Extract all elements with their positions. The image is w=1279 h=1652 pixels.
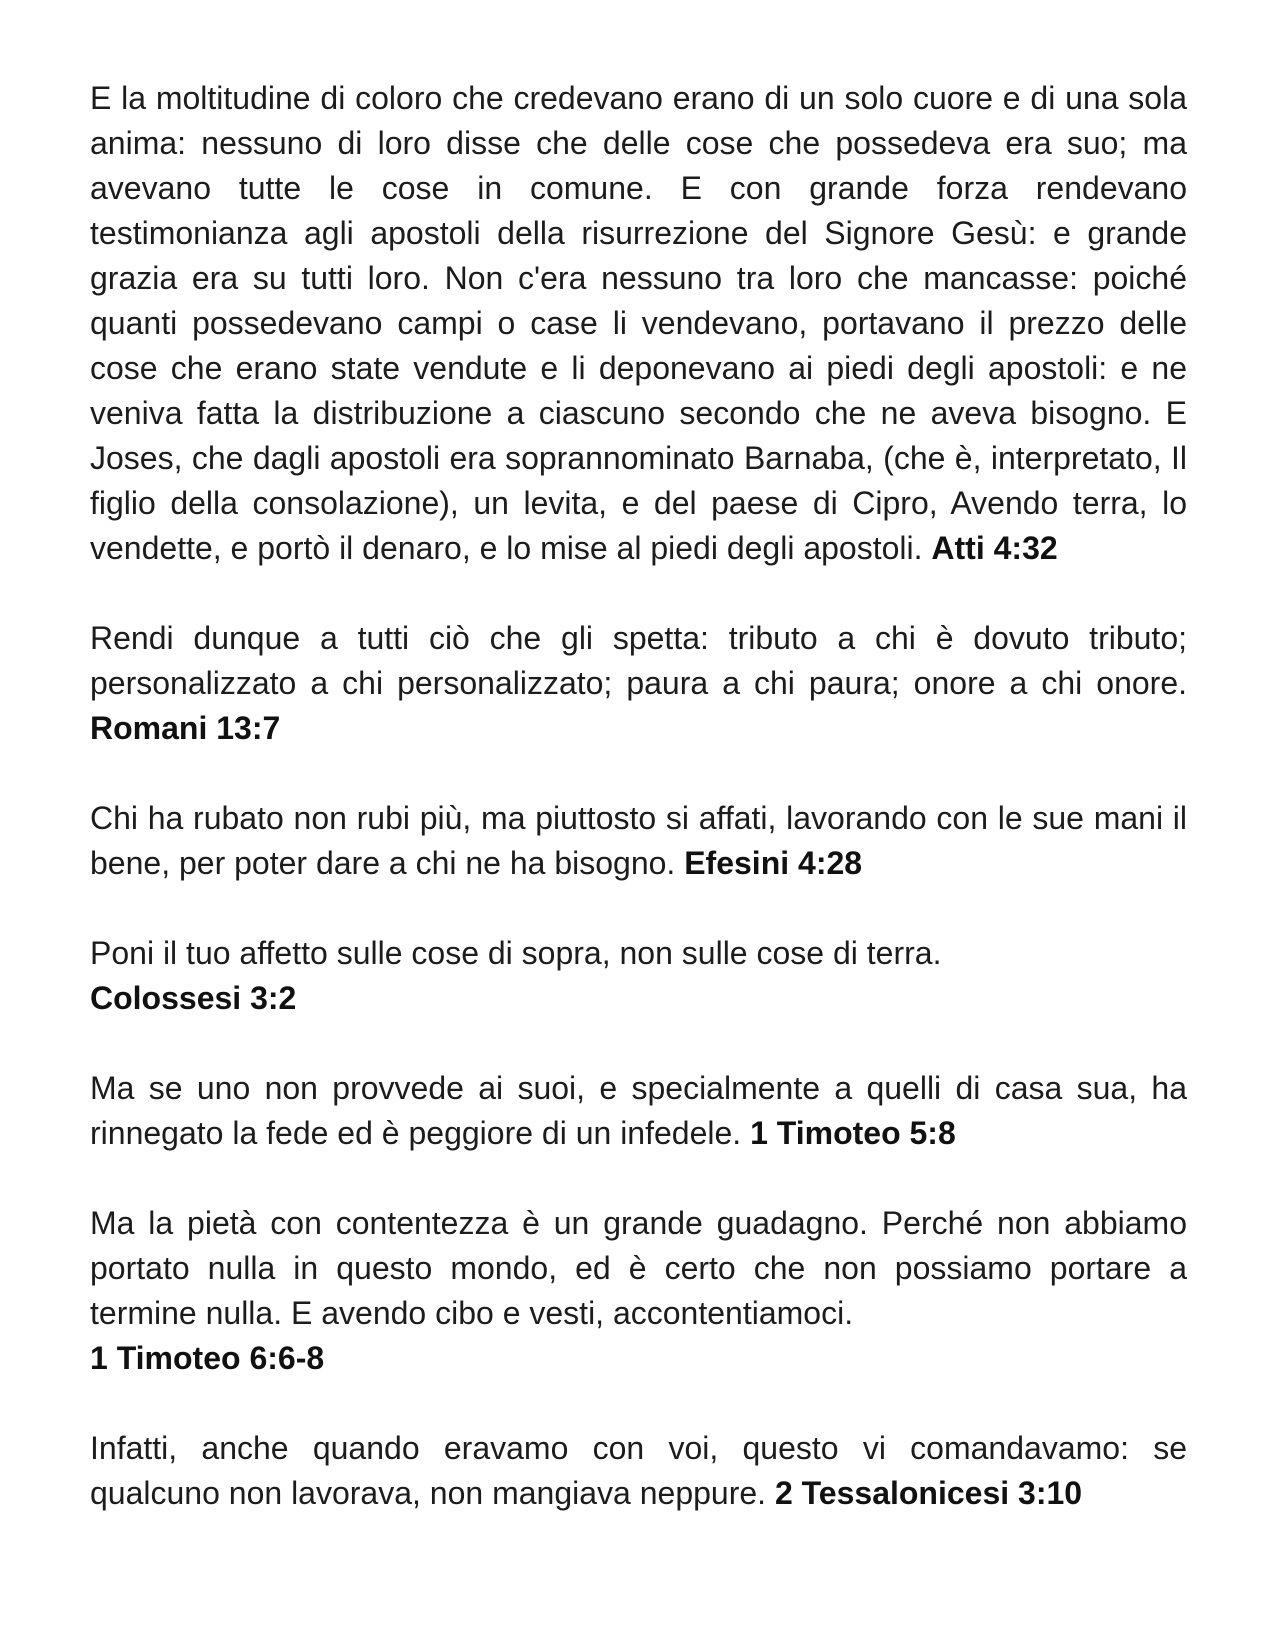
verse-reference: Efesini 4:28 <box>684 845 863 881</box>
passage-text: Rendi dunque a tutti ciò che gli spetta: tributo a chi è dovuto tributo; personalizzato a chi personalizzato; paura a chi paura; onore a chi onore. <box>90 620 1187 701</box>
passage-1-timoteo-5 <box>90 1066 1187 1156</box>
passage-efesini <box>90 796 1187 886</box>
passage-text: Infatti, anche quando eravamo con voi, questo vi comandavamo: se qualcuno non lavorava, non mangiava neppure. <box>90 1430 1187 1511</box>
verse-reference: 1 Timoteo 5:8 <box>750 1115 956 1151</box>
passage-1-timoteo-6 <box>90 1201 1187 1381</box>
passage-colossesi <box>90 931 1187 1021</box>
passage-text: Ma la pietà con contentezza è un grande guadagno. Perché non abbiamo portato nulla in questo mondo, ed è certo che non possiamo portare a termine nulla. E avendo cibo e vesti, accontentiamoci. <box>90 1205 1187 1331</box>
passage-2-tessalonicesi <box>90 1426 1187 1516</box>
verse-reference: Romani 13:7 <box>90 710 281 746</box>
verse-reference: Atti 4:32 <box>931 530 1058 566</box>
verse-reference: 2 Tessalonicesi 3:10 <box>774 1475 1083 1511</box>
scripture-page <box>90 76 1187 1561</box>
passage-text: Chi ha rubato non rubi più, ma piuttosto si affati, lavorando con le sue mani il bene, per poter dare a chi ne ha bisogno. <box>90 800 1187 881</box>
passage-text: Poni il tuo affetto sulle cose di sopra, non sulle cose di terra. <box>90 935 942 971</box>
verse-reference: Colossesi 3:2 <box>90 980 297 1016</box>
passage-text: Ma se uno non provvede ai suoi, e specialmente a quelli di casa sua, ha rinnegato la fede ed è peggiore di un infedele. <box>90 1070 1187 1151</box>
verse-reference: 1 Timoteo 6:6-8 <box>90 1340 325 1376</box>
passage-romani <box>90 616 1187 751</box>
passage-text: E la moltitudine di coloro che credevano erano di un solo cuore e di una sola anima: nessuno di loro disse che delle cose che possedeva era suo; ma avevano tutte le cose in comune. E con grande forza rendevano testimonianza agli apostoli della risurrezione del Signore Gesù: e grande grazia era su tutti loro. Non c'era nessuno tra loro che mancasse: poiché quanti possedevano campi o case li vendevano, portavano il prezzo delle cose che erano state vendute e li deponevano ai piedi degli apostoli: e ne veniva fatta la distribuzione a ciascuno secondo che ne aveva bisogno. E Joses, che dagli apostoli era soprannominato Barnaba, (che è, interpretato, Il figlio della consolazione), un levita, e del paese di Cipro, Avendo terra, lo vendette, e portò il denaro, e lo mise al piedi degli apostoli. <box>90 80 1187 566</box>
passage-atti <box>90 76 1187 571</box>
